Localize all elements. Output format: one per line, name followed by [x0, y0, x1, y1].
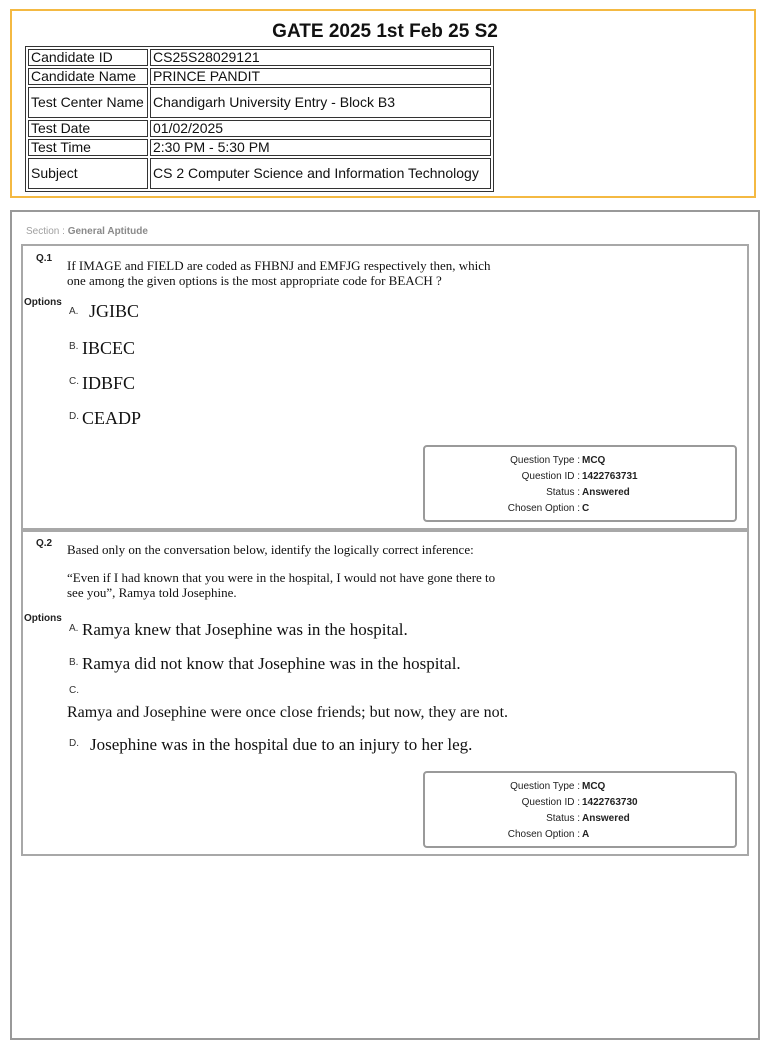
option-d-letter: D. — [69, 738, 79, 749]
status-label: Status : — [546, 813, 580, 824]
status-label: Status : — [546, 487, 580, 498]
section-name: General Aptitude — [67, 226, 148, 237]
table-row — [28, 139, 491, 156]
question-text-2 — [67, 542, 495, 600]
question-id-label: Question ID : — [521, 797, 580, 808]
question-number-2: Q.2 — [36, 538, 53, 549]
option-c-text: IDBFC — [82, 373, 136, 393]
options-label-2: Options — [24, 613, 62, 624]
question-id-value: 1422763731 — [582, 471, 638, 482]
question-type-label: Question Type : — [510, 455, 580, 466]
option-a-letter: A. — [69, 623, 79, 634]
candidate-name-label: Candidate Name — [28, 68, 148, 85]
question-type-label: Question Type : — [510, 781, 580, 792]
chosen-option-label: Chosen Option : — [507, 829, 580, 840]
candidate-header — [10, 9, 756, 198]
subject-label: Subject — [28, 158, 148, 189]
question-meta-1 — [423, 445, 737, 522]
option-d-text: Josephine was in the hospital due to an injury to her leg. — [90, 735, 473, 754]
test-time-value: 2:30 PM - 5:30 PM — [150, 139, 491, 156]
table-row — [28, 49, 491, 66]
test-time-label: Test Time — [28, 139, 148, 156]
test-date-value: 01/02/2025 — [150, 120, 491, 137]
option-b-letter: B. — [69, 341, 79, 352]
chosen-option-label: Chosen Option : — [507, 503, 580, 514]
status-value: Answered — [582, 487, 630, 498]
subject-value: CS 2 Computer Science and Information Technology — [150, 158, 491, 189]
status-value: Answered — [582, 813, 630, 824]
question-text-line: Based only on the conversation below, identify the logically correct inference: — [67, 542, 474, 557]
option-b-text: Ramya did not know that Josephine was in the hospital. — [82, 654, 461, 673]
table-row — [28, 68, 491, 85]
section-prefix: Section : — [26, 226, 65, 237]
test-center-value: Chandigarh University Entry - Block B3 — [150, 87, 491, 118]
option-b-letter: B. — [69, 657, 79, 668]
question-text-line: see you”, Ramya told Josephine. — [67, 585, 237, 600]
table-row — [28, 87, 491, 118]
candidate-id-label: Candidate ID — [28, 49, 148, 66]
table-row — [28, 158, 491, 189]
page-title: GATE 2025 1st Feb 25 S2 — [272, 21, 498, 42]
question-number-1: Q.1 — [36, 253, 53, 264]
question-text-line: one among the given options is the most appropriate code for BEACH ? — [67, 273, 442, 288]
option-d-text: CEADP — [82, 408, 142, 428]
question-id-value: 1422763730 — [582, 797, 638, 808]
option-d-letter: D. — [69, 411, 79, 422]
table-row — [28, 120, 491, 137]
option-a-text: Ramya knew that Josephine was in the hospital. — [82, 620, 408, 639]
question-type-value: MCQ — [582, 455, 606, 466]
test-center-label: Test Center Name — [28, 87, 148, 118]
option-a-text: JGIBC — [89, 301, 140, 321]
question-id-label: Question ID : — [521, 471, 580, 482]
question-text-line: If IMAGE and FIELD are coded as FHBNJ and EMFJG respectively then, which — [67, 258, 491, 273]
question-type-value: MCQ — [582, 781, 606, 792]
option-c-letter: C. — [69, 376, 79, 387]
question-text-1 — [67, 258, 491, 288]
option-c-letter: C. — [69, 685, 79, 696]
candidate-info-table — [25, 46, 494, 192]
question-meta-2 — [423, 771, 737, 848]
question-text-line: “Even if I had known that you were in the hospital, I would not have gone there to — [67, 570, 496, 585]
option-a-letter: A. — [69, 306, 79, 317]
section-label — [26, 226, 148, 237]
option-c-text: Ramya and Josephine were once close friends; but now, they are not. — [67, 704, 509, 721]
test-date-label: Test Date — [28, 120, 148, 137]
options-label-1: Options — [24, 297, 62, 308]
option-b-text: IBCEC — [82, 338, 136, 358]
candidate-name-value: PRINCE PANDIT — [150, 68, 491, 85]
candidate-id-value: CS25S28029121 — [150, 49, 491, 66]
chosen-option-value: C — [582, 503, 590, 514]
question-text-spacer — [67, 557, 495, 570]
chosen-option-value: A — [582, 829, 590, 840]
